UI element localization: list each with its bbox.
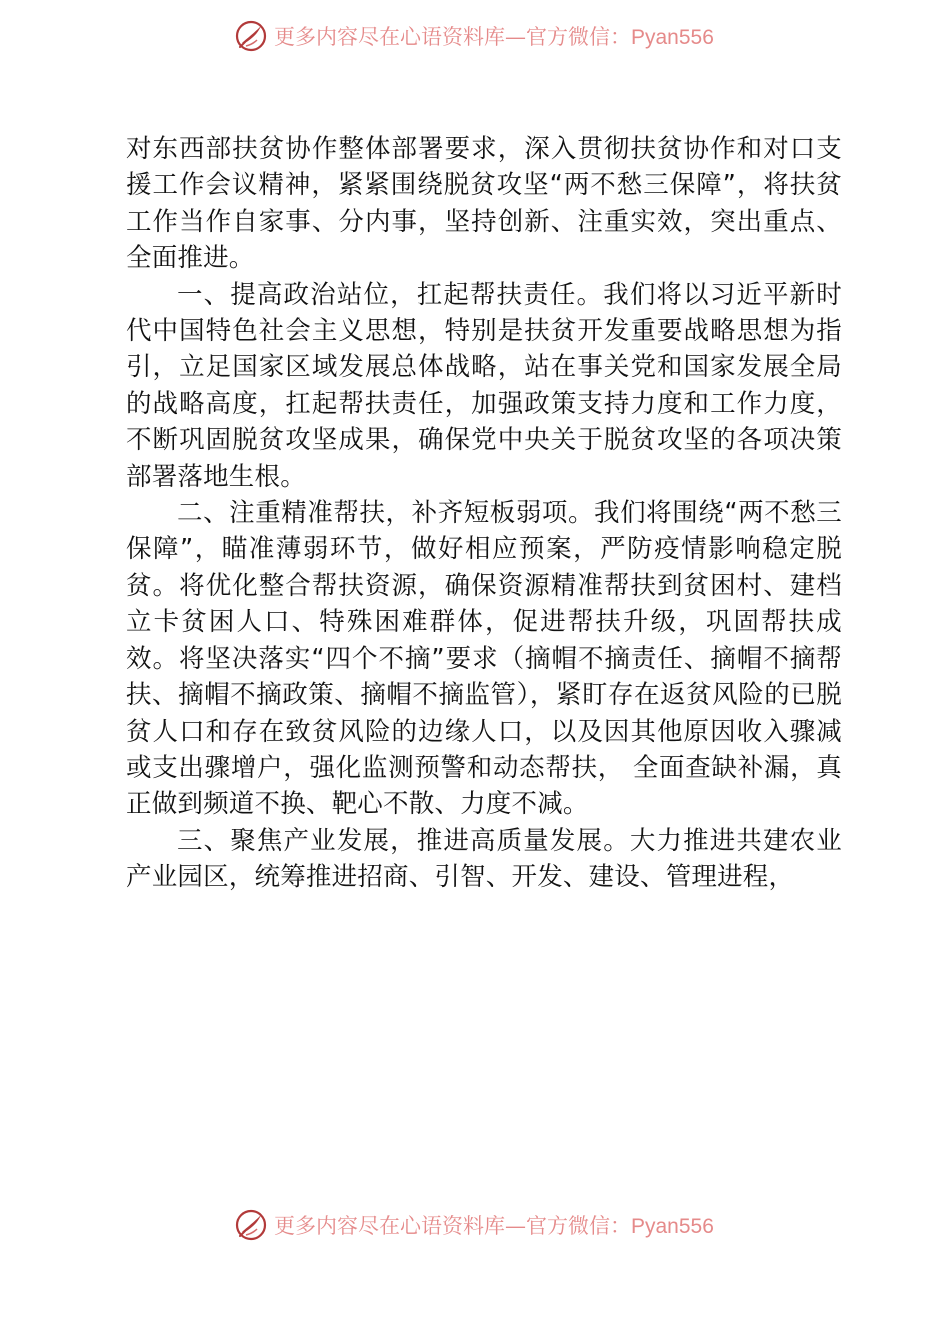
footer-watermark <box>234 1207 714 1243</box>
quill-pen-logo-icon <box>234 19 268 53</box>
paragraph-section-3: 三、聚焦产业发展，推进高质量发展。大力推进共建农业产业园区，统筹推进招商、引智、开发、建设、管理进程， <box>126 825 842 893</box>
quill-pen-logo-icon <box>234 1208 268 1242</box>
document-body <box>126 131 842 896</box>
watermark-text: 更多内容尽在心语资料库—官方微信：Pyan556 <box>274 1214 714 1238</box>
paragraph-section-2: 二、注重精准帮扶，补齐短板弱项。我们将围绕“两不愁三保障”，瞄准薄弱环节，做好相应预案，严防疫情影响稳定脱贫。将优化整合帮扶资源，确保资源精准帮扶到贫困村、建档立卡贫困人口、特殊困难群体，促进帮扶升级，巩固帮扶成效。将坚决落实“四个不摘”要求（摘帽不摘责任、摘帽不摘帮扶、摘帽不摘政策、摘帽不摘监管），紧盯存在返贫风险的已脱贫人口和存在致贫风险的边缘人口，以及因其他原因收入骤减或支出骤增户，强化监测预警和动态帮扶， 全面查缺补漏，真正做到频道不换、靶心不散、力度不减。 <box>126 498 842 820</box>
paragraph-section-1: 一、提高政治站位，扛起帮扶责任。我们将以习近平新时代中国特色社会主义思想，特别是扶贫开发重要战略思想为指引，立足国家区域发展总体战略，站在事关党和国家发展全局的战略高度，扛起帮扶责任，加强政策支持力度和工作力度，不断巩固脱贫攻坚成果，确保党中央关于脱贫攻坚的各项决策部署落地生根。 <box>126 279 842 492</box>
paragraph-intro: 对东西部扶贫协作整体部署要求，深入贯彻扶贫协作和对口支援工作会议精神，紧紧围绕脱贫攻坚“两不愁三保障”，将扶贫工作当作自家事、分内事，坚持创新、注重实效，突出重点、全面推进。 <box>126 134 842 274</box>
watermark-wechat-id: Pyan556 <box>631 26 714 49</box>
watermark-text: 更多内容尽在心语资料库—官方微信：Pyan556 <box>274 25 714 49</box>
header-watermark <box>234 18 714 54</box>
watermark-wechat-id: Pyan556 <box>631 1215 714 1238</box>
